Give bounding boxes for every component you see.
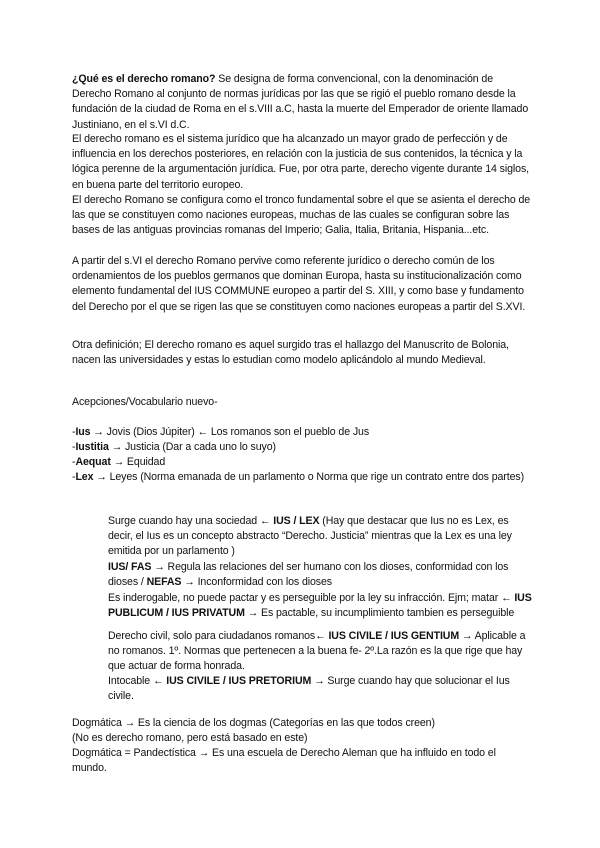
vocab-title: Acepciones/Vocabulario nuevo- (72, 396, 218, 408)
concept-ius-civile-gentium (108, 629, 533, 675)
concept-pre: Es inderogable, no puede pactar y es perseguible por la ley su infracción. Ejm; matar ← (108, 592, 515, 604)
concept-post: → Surge cuando hay que solucionar el Ius civile. (108, 675, 510, 703)
concept-post: (Hay que destacar que Ius no es Lex, es decir, el Ius es un concepto abstracto “Derecho. Justicia” mientras que la Lex es una ley emitida por un parlamento ) (108, 515, 512, 558)
concept-ius-pretorium (108, 674, 533, 704)
intro-text: Se designa de forma convencional, con la denominación de Derecho Romano al conjunto de normas jurídicas por las que se rigió el pueblo romano desde la fundación de la ciudad de Roma en el s.VIII a.C, hasta la muerte del Emperador de oriente llamado Justiniano, en el s.VI d.C. (72, 73, 529, 131)
paragraph-pervive: A partir del s.VI el derecho Romano pervive como referente jurídico o derecho común de los ordenamientos de los pueblos germanos que dominan Europa, hasta su institucionalización como elemento fundamental del IUS COMMUNE europeo a partir del S. XIII, y como base y fundamento del Derecho por el que se rigen las que se constituyen como naciones europeas a partir del S.XVI. (72, 255, 526, 313)
vocab-item-lex: -Lex → Leyes (Norma emanada de un parlamento o Norma que rige un contrato entre dos partes) (72, 471, 524, 483)
concept-ius-fas (108, 560, 533, 590)
dogmatica-pandectistica: Dogmática = Pandectística → Es una escuela de Derecho Aleman que ha influido en todo el mundo. (72, 747, 496, 775)
dogmatica-note: (No es derecho romano, pero está basado en este) (72, 732, 308, 744)
concept-term: IUS CIVILE / IUS GENTIUM (328, 630, 460, 642)
concept-pre: Intocable ← (108, 675, 167, 687)
vocab-definition: → Equidad (113, 456, 166, 468)
concept-ius-publicum (108, 591, 533, 621)
concept-term: IUS PUBLICUM / IUS PRIVATUM (108, 592, 532, 620)
vocab-item-ius: -Ius → Jovis (Dios Júpiter) ← Los romanos son el pueblo de Jus (72, 426, 370, 438)
paragraph-influence: El derecho romano es el sistema jurídico que ha alcanzado un mayor grado de perfección y de influencia en los derechos posteriores, en relación con la justicia de sus contenidos, la técnica y la lógica perenne de la argumentación jurídica. Fue, por otra parte, derecho vigente durante 14 siglos, en buena parte del territorio europeo. (72, 133, 530, 191)
dogmatica-line: Dogmática → Es la ciencia de los dogmas (Categorías en las que todos creen) (72, 717, 435, 729)
concept-term: IUS/ FAS (108, 561, 152, 573)
vocab-definition: → Jovis (Dios Júpiter) ← Los romanos son el pueblo de Jus (93, 426, 370, 438)
concept-ius-lex (108, 514, 533, 560)
intro-question: ¿Qué es el derecho romano? (72, 73, 216, 85)
concept-pre: Surge cuando hay una sociedad ← (108, 515, 274, 527)
concept-term: IUS CIVILE / IUS PRETORIUM (166, 675, 312, 687)
vocab-term: Aequat (75, 456, 111, 468)
concept-post: → Es pactable, su incumplimiento tambien es perseguible (244, 607, 515, 620)
vocab-term: Ius (75, 426, 91, 438)
vocab-term: Lex (75, 471, 94, 483)
concept-post: → Regula las relaciones del ser humano con los dioses, conformidad con los dioses / (108, 561, 509, 589)
concept-term-nefas: NEFAS (146, 576, 182, 589)
vocab-item-iustitia: -Iustitia → Justicia (Dar a cada uno lo suyo) (72, 441, 276, 453)
concept-post: → Aplicable a no romanos. 1º. Normas que pertenecen a la buena fe- 2º.La razón es la que rige que hay que actuar de forma honrada. (108, 630, 526, 673)
concept-pre: Derecho civil, solo para ciudadanos romanos← (108, 630, 329, 642)
vocab-item-aequat: -Aequat → Equidad (72, 456, 166, 468)
intro-paragraph (72, 72, 532, 133)
concept-post-nefas: → Inconformidad con los dioses (181, 576, 332, 589)
paragraph-otra-definicion: Otra definición; El derecho romano es aquel surgido tras el hallazgo del Manuscrito de Bolonia, nacen las universidades y estas lo estudian como modelo aplicándolo al mundo Medieval. (72, 339, 509, 367)
vocab-definition: → Leyes (Norma emanada de un parlamento o Norma que rige un contrato entre dos partes) (96, 471, 524, 483)
vocab-term: Iustitia (75, 441, 109, 453)
paragraph-tronco: El derecho Romano se configura como el tronco fundamental sobre el que se asienta el derecho de las que se constituyen como naciones europeas, muchas de las cuales se configuran sobre las bases de las antiguas provincias romanas del Imperio; Galia, Italia, Britania, Hispania...etc. (72, 194, 531, 237)
vocab-definition: → Justicia (Dar a cada uno lo suyo) (111, 441, 276, 453)
concept-term: IUS / LEX (273, 515, 320, 527)
